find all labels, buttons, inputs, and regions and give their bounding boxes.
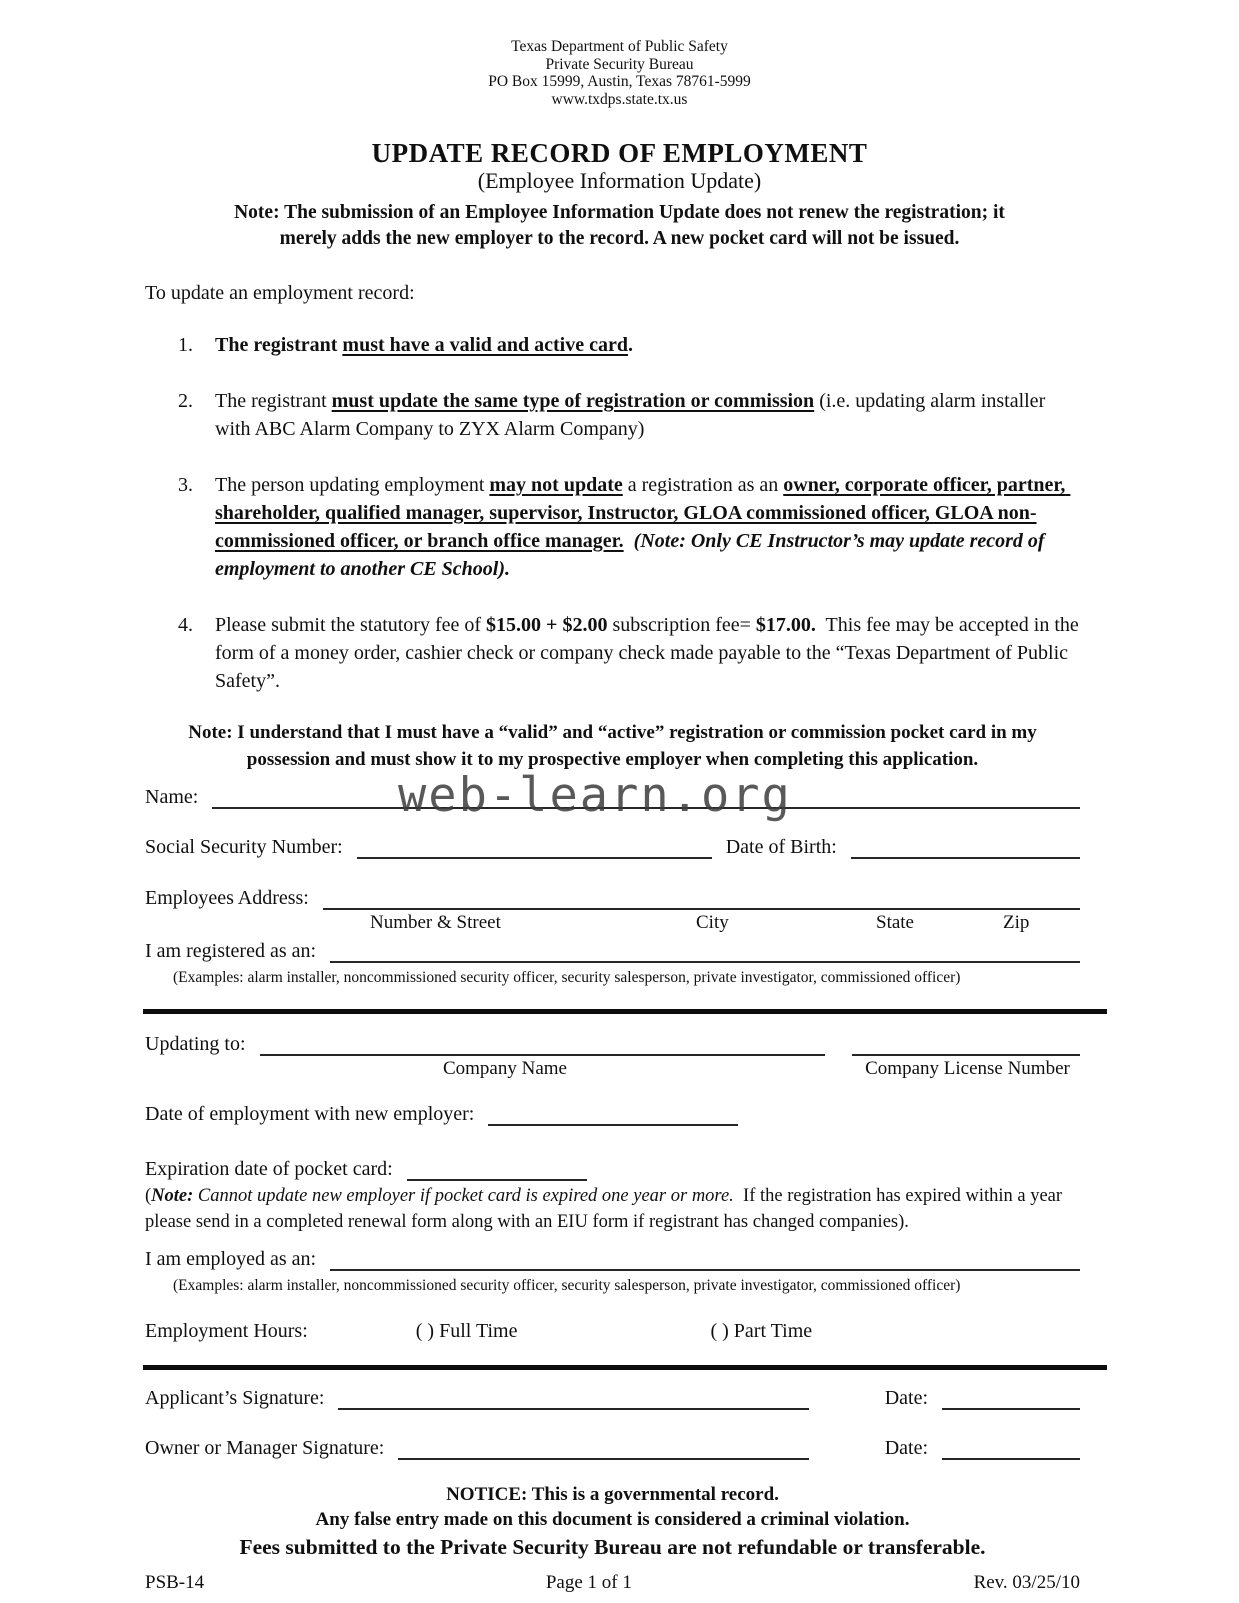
applicant-date-label: Date: [884, 1387, 928, 1409]
form-title: UPDATE RECORD OF EMPLOYMENT [371, 138, 868, 168]
applicant-date-write-line[interactable] [942, 1386, 1080, 1410]
acknowledgement-note-line1: Note: I understand that I must have a “valid” and “active” registration or commission pocket card in my [188, 722, 1037, 743]
registered-as-label: I am registered as an: [145, 940, 317, 962]
employment-date-row [145, 1102, 1080, 1126]
bureau-name: Private Security Bureau [545, 55, 694, 73]
address-captions [145, 912, 1080, 934]
list-item [145, 331, 1080, 359]
agency-name: Texas Department of Public Safety [511, 38, 728, 55]
employed-as-row [145, 1247, 1080, 1271]
expiration-note [145, 1183, 1080, 1235]
notice-line1: NOTICE: This is a governmental record. [446, 1484, 779, 1505]
owner-signature-label: Owner or Manager Signature: [145, 1437, 385, 1459]
company-license-write-line[interactable] [852, 1032, 1080, 1056]
list-item-number: 1. [178, 334, 193, 356]
dob-label: Date of Birth: [725, 836, 837, 858]
top-note-line2: merely adds the new employer to the record. A new pocket card will not be issued. [279, 228, 960, 249]
expiration-note-bold: Note: [151, 1186, 194, 1206]
applicant-signature-write-line[interactable] [338, 1386, 808, 1410]
company-name-caption: Company Name [442, 1058, 567, 1079]
top-note-line1: Note: The submission of an Employee Information Update does not renew the registration; it [234, 202, 1005, 223]
intro-text: To update an employment record: [145, 282, 415, 304]
list-item-text: The person updating employment may not update a registration as an owner, corporate officer, partner, shareholder, qualified manager, supervisor, Instructor, GLOA commissioned officer, GLOA non-commissioned officer, or branch office manager. (Note: Only CE Instructor’s may update record of employment to another CE School). [215, 474, 1071, 580]
section-divider-rule [143, 1009, 1107, 1014]
revision-date: Rev. 03/25/10 [973, 1572, 1080, 1593]
dob-write-line[interactable] [851, 835, 1080, 859]
page-indicator: Page 1 of 1 [545, 1572, 632, 1593]
top-note [0, 200, 1239, 252]
list-item-text: The registrant must update the same type of registration or commission (i.e. updating alarm installer with ABC Alarm Company to ZYX Alarm Company) [215, 390, 1051, 440]
form-subtitle: (Employee Information Update) [477, 168, 762, 193]
expiration-note-italic: Cannot update new employer if pocket card is expired one year or more. [193, 1186, 734, 1206]
ssn-dob-row [145, 835, 1080, 859]
list-item [145, 471, 1080, 583]
address-write-line[interactable] [323, 886, 1080, 910]
owner-signature-write-line[interactable] [398, 1436, 808, 1460]
owner-date-label: Date: [884, 1437, 928, 1459]
list-item-text: The registrant must have a valid and active card. [215, 334, 633, 356]
ssn-label: Social Security Number: [145, 836, 343, 858]
form-body [145, 282, 1084, 1594]
list-item-text: Please submit the statutory fee of $15.00 + $2.00 subscription fee= $17.00. This fee may be accepted in the form of a money order, cashier check or company check made payable to the “Texas Department of Public Safety”. [215, 614, 1084, 692]
ssn-write-line[interactable] [357, 835, 712, 859]
registered-as-write-line[interactable] [330, 939, 1080, 963]
page-footer [145, 1572, 1080, 1594]
list-item-number: 2. [178, 390, 193, 412]
expiration-write-line[interactable] [407, 1157, 587, 1181]
name-label: Name: [145, 786, 199, 808]
notice-line3: Fees submitted to the Private Security Bureau are not refundable or transferable. [239, 1535, 986, 1559]
registered-as-row [145, 939, 1080, 963]
owner-signature-row [145, 1436, 1080, 1460]
website-url: www.txdps.state.tx.us [551, 90, 688, 108]
employed-as-write-line[interactable] [330, 1247, 1080, 1271]
full-time-checkbox[interactable]: ( ) Full Time [415, 1320, 518, 1342]
notice-line2: Any false entry made on this document is considered a criminal violation. [315, 1509, 910, 1530]
employment-hours-row [145, 1319, 1080, 1343]
owner-date-write-line[interactable] [942, 1436, 1080, 1460]
list-item-number: 4. [178, 614, 193, 636]
list-item-number: 3. [178, 474, 193, 496]
part-time-checkbox[interactable]: ( ) Part Time [710, 1320, 813, 1342]
employed-as-label: I am employed as an: [145, 1248, 317, 1270]
applicant-signature-label: Applicant’s Signature: [145, 1387, 325, 1409]
expiration-note-rest: If the registration has expired within a year please send in a completed renewal form along with an EIU form if registrant has changed companies). [145, 1186, 1067, 1232]
list-item [145, 387, 1080, 443]
employment-examples: (Examples: alarm installer, noncommissioned security officer, security salesperson, private investigator, commissioned officer) [173, 1277, 961, 1294]
employment-date-write-line[interactable] [488, 1102, 738, 1126]
expiration-row [145, 1157, 1080, 1181]
registration-examples: (Examples: alarm installer, noncommissioned security officer, security salesperson, private investigator, commissioned officer) [173, 969, 961, 986]
employment-date-label: Date of employment with new employer: [145, 1103, 475, 1125]
expiration-note-paren: ( [145, 1186, 152, 1206]
instruction-list [145, 331, 1084, 695]
updating-to-label: Updating to: [145, 1033, 246, 1055]
watermark: web-learn.org [398, 768, 792, 823]
address-label: Employees Address: [145, 887, 309, 909]
acknowledgement-note-line2: possession and must show it to my prospective employer when completing this application. [246, 749, 979, 770]
letterhead [0, 0, 1239, 108]
signature-divider-rule [143, 1365, 1107, 1370]
acknowledgement-note [145, 719, 1080, 773]
zip-caption: Zip [1003, 912, 1030, 933]
number-street-caption: Number & Street [370, 912, 501, 933]
po-box-address: PO Box 15999, Austin, Texas 78761-5999 [488, 73, 751, 90]
company-license-caption: Company License Number [865, 1058, 1070, 1079]
updating-captions [145, 1058, 1080, 1080]
notice-block [145, 1482, 1080, 1562]
company-name-write-line[interactable] [260, 1032, 825, 1056]
city-caption: City [696, 912, 729, 933]
updating-to-row [145, 1032, 1080, 1056]
applicant-signature-row [145, 1386, 1080, 1410]
form-number: PSB-14 [145, 1572, 205, 1593]
address-row [145, 886, 1080, 910]
state-caption: State [876, 912, 914, 933]
employment-hours-label: Employment Hours: [145, 1320, 308, 1342]
expiration-label: Expiration date of pocket card: [145, 1158, 393, 1180]
list-item [145, 611, 1084, 695]
